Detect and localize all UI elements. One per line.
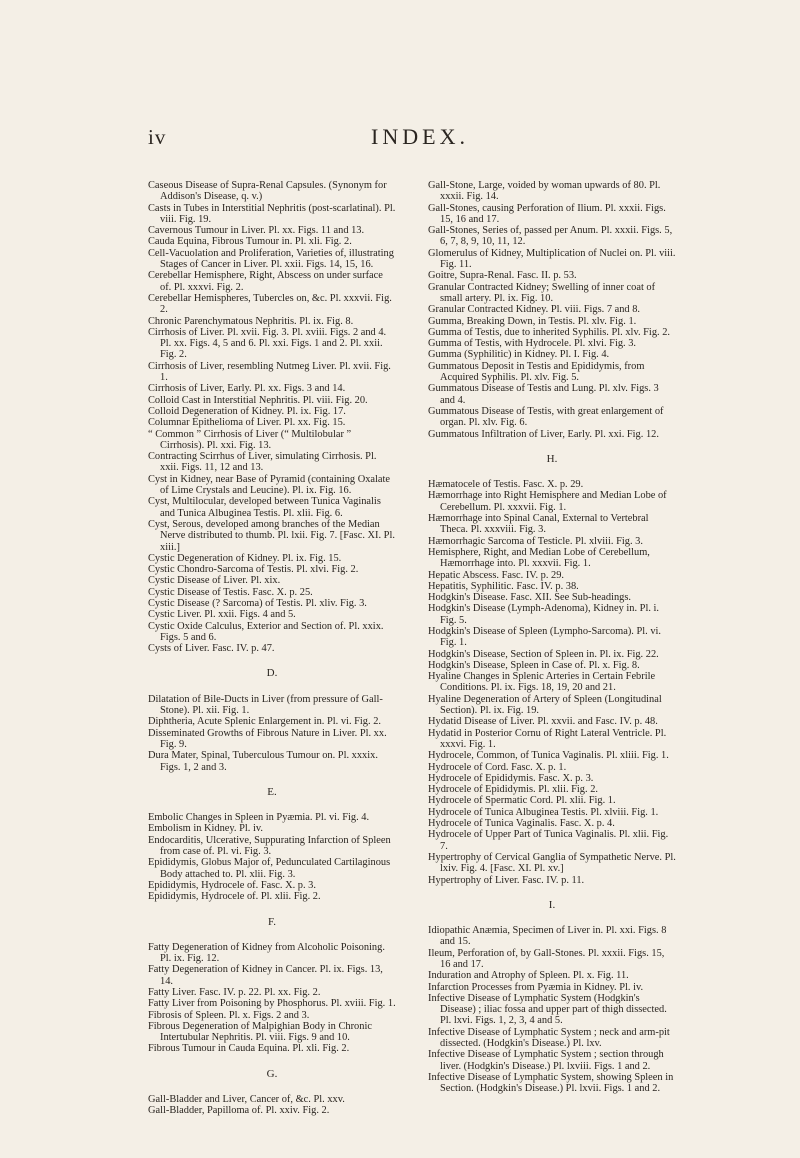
index-entry: Hepatitis, Syphilitic. Fasc. IV. p. 38. — [428, 580, 579, 592]
index-entry: Hydrocele of Tunica Albuginea Testis. Pl. xlviii. Fig. 1. — [428, 806, 659, 818]
index-entry: Fatty Degeneration of Kidney in Cancer. Pl. ix. Figs. 13, 14. — [148, 964, 383, 987]
index-entry: Gummatous Disease of Testis, with great enlargement of organ. Pl. xlv. Fig. 6. — [428, 405, 664, 429]
index-entry: Gumma of Testis, with Hydrocele. Pl. xlvi. Fig. 3. — [428, 338, 637, 350]
index-entry: Hæmatocele of Testis. Fasc. X. p. 29. — [428, 479, 584, 491]
index-entry: Embolism in Kidney. Pl. iv. — [148, 823, 263, 835]
index-entry: Infarction Processes from Pyæmia in Kidney. Pl. iv. — [428, 981, 644, 993]
index-entry: Hydrocele of Cord. Fasc. X. p. 1. — [428, 761, 567, 773]
index-entry: Cyst, Serous, developed among branches of the Median Nerve distributed to thumb. Pl. lxii. Fig. 7. [Fasc. XI. Pl. xiii.] — [148, 518, 395, 553]
index-entry: Hydatid Disease of Liver. Pl. xxvii. and Fasc. IV. p. 48. — [428, 716, 658, 728]
section-heading: E. — [267, 785, 277, 798]
index-entry: Caseous Disease of Supra-Renal Capsules. (Synonym for Addison's Disease, q. v.) — [148, 180, 387, 203]
index-entry: Hodgkin's Disease, Spleen in Case of. Pl. x. Fig. 8. — [428, 659, 640, 671]
index-entry: Hydrocele, Common, of Tunica Vaginalis. Pl. xliii. Fig. 1. — [428, 750, 669, 762]
section-heading: H. — [546, 452, 558, 465]
index-entry: Columnar Epithelioma of Liver. Pl. xx. Fig. 15. — [148, 417, 346, 429]
index-entry: Cystic Liver. Pl. xxii. Figs. 4 and 5. — [148, 609, 296, 621]
section-heading: G. — [266, 1067, 278, 1080]
index-entry: Ileum, Perforation of, by Gall-Stones. Pl. xxxii. Figs. 15, 16 and 17. — [428, 947, 665, 970]
section-heading: D. — [266, 667, 278, 680]
index-entry: Cavernous Tumour in Liver. Pl. xx. Figs. 11 and 13. — [148, 225, 365, 237]
index-entry: Gall-Stones, Series of, passed per Anum. Pl. xxxii. Figs. 5, 6, 7, 8, 9, 10, 11, 12. — [428, 225, 673, 248]
index-entry: Endocarditis, Ulcerative, Suppurating Infarction of Spleen from case of. Pl. vi. Fig. 3. — [148, 834, 391, 858]
index-entry: Cerebellar Hemisphere, Right, Abscess on under surface of. Pl. xxxvi. Fig. 2. — [148, 270, 383, 293]
index-entry: Cystic Disease of Liver. Pl. xix. — [148, 575, 281, 587]
index-entry: Gumma, Breaking Down, in Testis. Pl. xlv. Fig. 1. — [428, 315, 637, 327]
index-entry: Cirrhosis of Liver. Pl. xvii. Fig. 3. Pl. xviii. Figs. 2 and 4. Pl. xx. Figs. 4, 5 and 6. Pl. xxi. Figs. 1 and 2. Pl. xxii. Fig. 2. — [148, 326, 387, 361]
index-column-right — [428, 180, 676, 1095]
index-entry: Goitre, Supra-Renal. Fasc. II. p. 53. — [428, 270, 577, 282]
index-entry: Gumma (Syphilitic) in Kidney. Pl. I. Fig. 4. — [428, 349, 610, 361]
index-entry: Cystic Disease of Testis. Fasc. X. p. 25. — [148, 586, 313, 598]
index-entry: Cystic Degeneration of Kidney. Pl. ix. Fig. 15. — [148, 552, 342, 564]
index-entry: Cyst in Kidney, near Base of Pyramid (containing Oxalate of Lime Crystals and Leucine). Pl. ix. Fig. 16. — [148, 473, 391, 497]
index-entry: Cystic Disease (? Sarcoma) of Testis. Pl. xliv. Fig. 3. — [148, 597, 367, 609]
page-number: iv — [148, 125, 167, 149]
index-entry: Epididymis, Hydrocele of. Fasc. X. p. 3. — [148, 879, 316, 891]
index-entry: Contracting Scirrhus of Liver, simulating Cirrhosis. Pl. xxii. Figs. 11, 12 and 13. — [148, 451, 377, 474]
index-entry: Glomerulus of Kidney, Multiplication of Nuclei on. Pl. viii. Fig. 11. — [428, 247, 676, 271]
section-heading: F. — [268, 915, 276, 928]
index-entry: Fatty Liver from Poisoning by Phosphorus. Pl. xviii. Fig. 1. — [148, 998, 396, 1010]
index-entry: Chronic Parenchymatous Nephritis. Pl. ix. Fig. 8. — [148, 315, 354, 327]
index-entry: Disseminated Growths of Fibrous Nature in Liver. Pl. xx. Fig. 9. — [148, 727, 387, 750]
index-entry: Gall-Stones, causing Perforation of Ilium. Pl. xxxii. Figs. 15, 16 and 17. — [428, 202, 666, 225]
index-entry: Cirrhosis of Liver, Early. Pl. xx. Figs. 3 and 14. — [148, 383, 346, 395]
index-entry: Gumma of Testis, due to inherited Syphilis. Pl. xlv. Fig. 2. — [428, 326, 671, 338]
index-entry: Dilatation of Bile-Ducts in Liver (from pressure of Gall-Stone). Pl. xii. Fig. 1. — [148, 693, 383, 717]
index-entry: Gall-Bladder and Liver, Cancer of, &c. Pl. xxv. — [148, 1094, 345, 1106]
index-entry: Gall-Stone, Large, voided by woman upwards of 80. Pl. xxxii. Fig. 14. — [428, 180, 661, 203]
index-entry: Cell-Vacuolation and Proliferation, Varieties of, illustrating Stages of Cancer in Liver. Pl. xxii. Figs. 14, 15, 16. — [148, 247, 394, 271]
index-entry: Hodgkin's Disease (Lymph-Adenoma), Kidney in. Pl. i. Fig. 5. — [428, 603, 660, 626]
index-entry: Granular Contracted Kidney; Swelling of inner coat of small artery. Pl. ix. Fig. 10. — [428, 281, 656, 304]
index-entry: Fibrous Degeneration of Malpighian Body in Chronic Intertubular Nephritis. Pl. viii. Figs. 9 and 10. — [148, 1020, 372, 1044]
index-entry: Granular Contracted Kidney. Pl. viii. Figs. 7 and 8. — [428, 304, 641, 316]
index-entry: Hæmorrhage into Spinal Canal, External to Vertebral Theca. Pl. xxxviii. Fig. 3. — [428, 513, 649, 536]
index-entry: Cerebellar Hemispheres, Tubercles on, &c. Pl. xxxvii. Fig. 2. — [148, 292, 392, 316]
index-entry: Idiopathic Anæmia, Specimen of Liver in. Pl. xxi. Figs. 8 and 15. — [428, 925, 667, 948]
index-entry: Dura Mater, Spinal, Tuberculous Tumour on. Pl. xxxix. Figs. 1, 2 and 3. — [148, 750, 378, 773]
index-entry: Hyaline Degeneration of Artery of Spleen (Longitudinal Section). Pl. ix. Fig. 19. — [428, 693, 662, 717]
index-entry: Cirrhosis of Liver, resembling Nutmeg Liver. Pl. xvii. Fig. 1. — [148, 360, 391, 384]
index-entry: Infective Disease of Lymphatic System, showing Spleen in Section. (Hodgkin's Disease.) Pl. lxvii. Figs. 1 and 2. — [428, 1071, 674, 1095]
index-entry: Gummatous Infiltration of Liver, Early. Pl. xxi. Fig. 12. — [428, 428, 659, 440]
page-title: INDEX. — [371, 124, 469, 149]
index-entry: Hepatic Abscess. Fasc. IV. p. 29. — [428, 569, 565, 581]
index-entry: Cystic Chondro-Sarcoma of Testis. Pl. xlvi. Fig. 2. — [148, 564, 359, 576]
index-entry: Embolic Changes in Spleen in Pyæmia. Pl. vi. Fig. 4. — [148, 812, 370, 824]
index-column-left — [148, 180, 396, 1117]
index-entry: Hydrocele of Epididymis. Pl. xlii. Fig. 2. — [428, 784, 598, 796]
index-entry: Infective Disease of Lymphatic System (Hodgkin's Disease) ; iliac fossa and upper part of thigh dissected. Pl. lxvi. Figs. 1, 2, 3, 4 and 5. — [428, 992, 667, 1027]
index-entry: Gall-Bladder, Papilloma of. Pl. xxiv. Fig. 2. — [148, 1105, 330, 1117]
index-entry: Hyaline Changes in Splenic Arteries in Certain Febrile Conditions. Pl. ix. Figs. 18, 19, 20 and 21. — [428, 671, 656, 694]
index-entry: Cysts of Liver. Fasc. IV. p. 47. — [148, 643, 275, 655]
index-entry: Hypertrophy of Cervical Ganglia of Sympathetic Nerve. Pl. lxiv. Fig. 4. [Fasc. XI. Pl. xv.] — [428, 851, 676, 875]
index-entry: Colloid Degeneration of Kidney. Pl. ix. Fig. 17. — [148, 405, 346, 417]
index-entry: Fatty Degeneration of Kidney from Alcoholic Poisoning. Pl. ix. Fig. 12. — [148, 941, 385, 965]
index-entry: Colloid Cast in Interstitial Nephritis. Pl. viii. Fig. 20. — [148, 394, 368, 406]
index-entry: Infective Disease of Lymphatic System ; section through liver. (Hodgkin's Disease.) Pl. lxviii. Figs. 1 and 2. — [428, 1049, 664, 1072]
index-entry: Hodgkin's Disease of Spleen (Lympho-Sarcoma). Pl. vi. Fig. 1. — [428, 625, 662, 649]
index-entry: Cystic Oxide Calculus, Exterior and Section of. Pl. xxix. Figs. 5 and 6. — [148, 620, 384, 643]
index-entry: Hydrocele of Tunica Vaginalis. Fasc. X. p. 4. — [428, 818, 615, 830]
index-entry: Fatty Liver. Fasc. IV. p. 22. Pl. xx. Fig. 2. — [148, 987, 321, 998]
index-entry: Cauda Equina, Fibrous Tumour in. Pl. xli. Fig. 2. — [148, 236, 352, 248]
index-entry: Infective Disease of Lymphatic System ; neck and arm-pit dissected. (Hodgkin's Disease.) Pl. lxv. — [428, 1026, 670, 1050]
index-entry: Epididymis, Hydrocele of. Pl. xlii. Fig. 2. — [148, 891, 321, 903]
index-entry: Hodgkin's Disease. Fasc. XII. See Sub-headings. — [428, 592, 632, 604]
index-entry: Hypertrophy of Liver. Fasc. IV. p. 11. — [428, 874, 585, 886]
index-entry: Hydrocele of Spermatic Cord. Pl. xlii. Fig. 1. — [428, 795, 616, 807]
index-entry: Diphtheria, Acute Splenic Enlargement in. Pl. vi. Fig. 2. — [148, 716, 381, 728]
index-entry: Hydrocele of Epididymis. Fasc. X. p. 3. — [428, 772, 594, 784]
index-entry: Hydrocele of Upper Part of Tunica Vaginalis. Pl. xlii. Fig. 7. — [428, 829, 669, 852]
index-entry: Casts in Tubes in Interstitial Nephritis (post-scarlatinal). Pl. viii. Fig. 19. — [148, 202, 396, 225]
index-entry: Induration and Atrophy of Spleen. Pl. x. Fig. 11. — [428, 970, 629, 982]
index-entry: Cyst, Multilocular, developed between Tunica Vaginalis and Tunica Albuginea Testis. Pl. xlii. Fig. 6. — [148, 496, 381, 519]
index-entry: Hydatid in Posterior Cornu of Right Lateral Ventricle. Pl. xxxvi. Fig. 1. — [428, 727, 667, 750]
index-entry: “ Common ” Cirrhosis of Liver (“ Multilobular ” Cirrhosis). Pl. xxi. Fig. 13. — [148, 428, 352, 451]
index-entry: Epididymis, Globus Major of, Pedunculated Cartilaginous Body attached to. Pl. xlii. Fig. 3. — [148, 857, 391, 880]
index-entry: Fibrous Tumour in Cauda Equina. Pl. xli. Fig. 2. — [148, 1043, 350, 1055]
index-entry: Gummatous Disease of Testis and Lung. Pl. xlv. Figs. 3 and 4. — [428, 383, 659, 406]
index-entry: Hæmorrhage into Right Hemisphere and Median Lobe of Cerebellum. Pl. xxxvii. Fig. 1. — [428, 490, 667, 513]
index-entry: Fibrosis of Spleen. Pl. x. Figs. 2 and 3. — [148, 1009, 310, 1021]
section-heading: I. — [548, 898, 556, 911]
index-entry: Hæmorrhagic Sarcoma of Testicle. Pl. xlviii. Fig. 3. — [428, 535, 643, 547]
index-entry: Gummatous Deposit in Testis and Epididymis, from Acquired Syphilis. Pl. xlv. Fig. 5. — [428, 360, 645, 384]
index-entry: Hodgkin's Disease, Section of Spleen in. Pl. ix. Fig. 22. — [428, 648, 659, 660]
index-entry: Hemisphere, Right, and Median Lobe of Cerebellum, Hæmorrhage into. Pl. xxxvii. Fig. 1. — [428, 546, 650, 570]
